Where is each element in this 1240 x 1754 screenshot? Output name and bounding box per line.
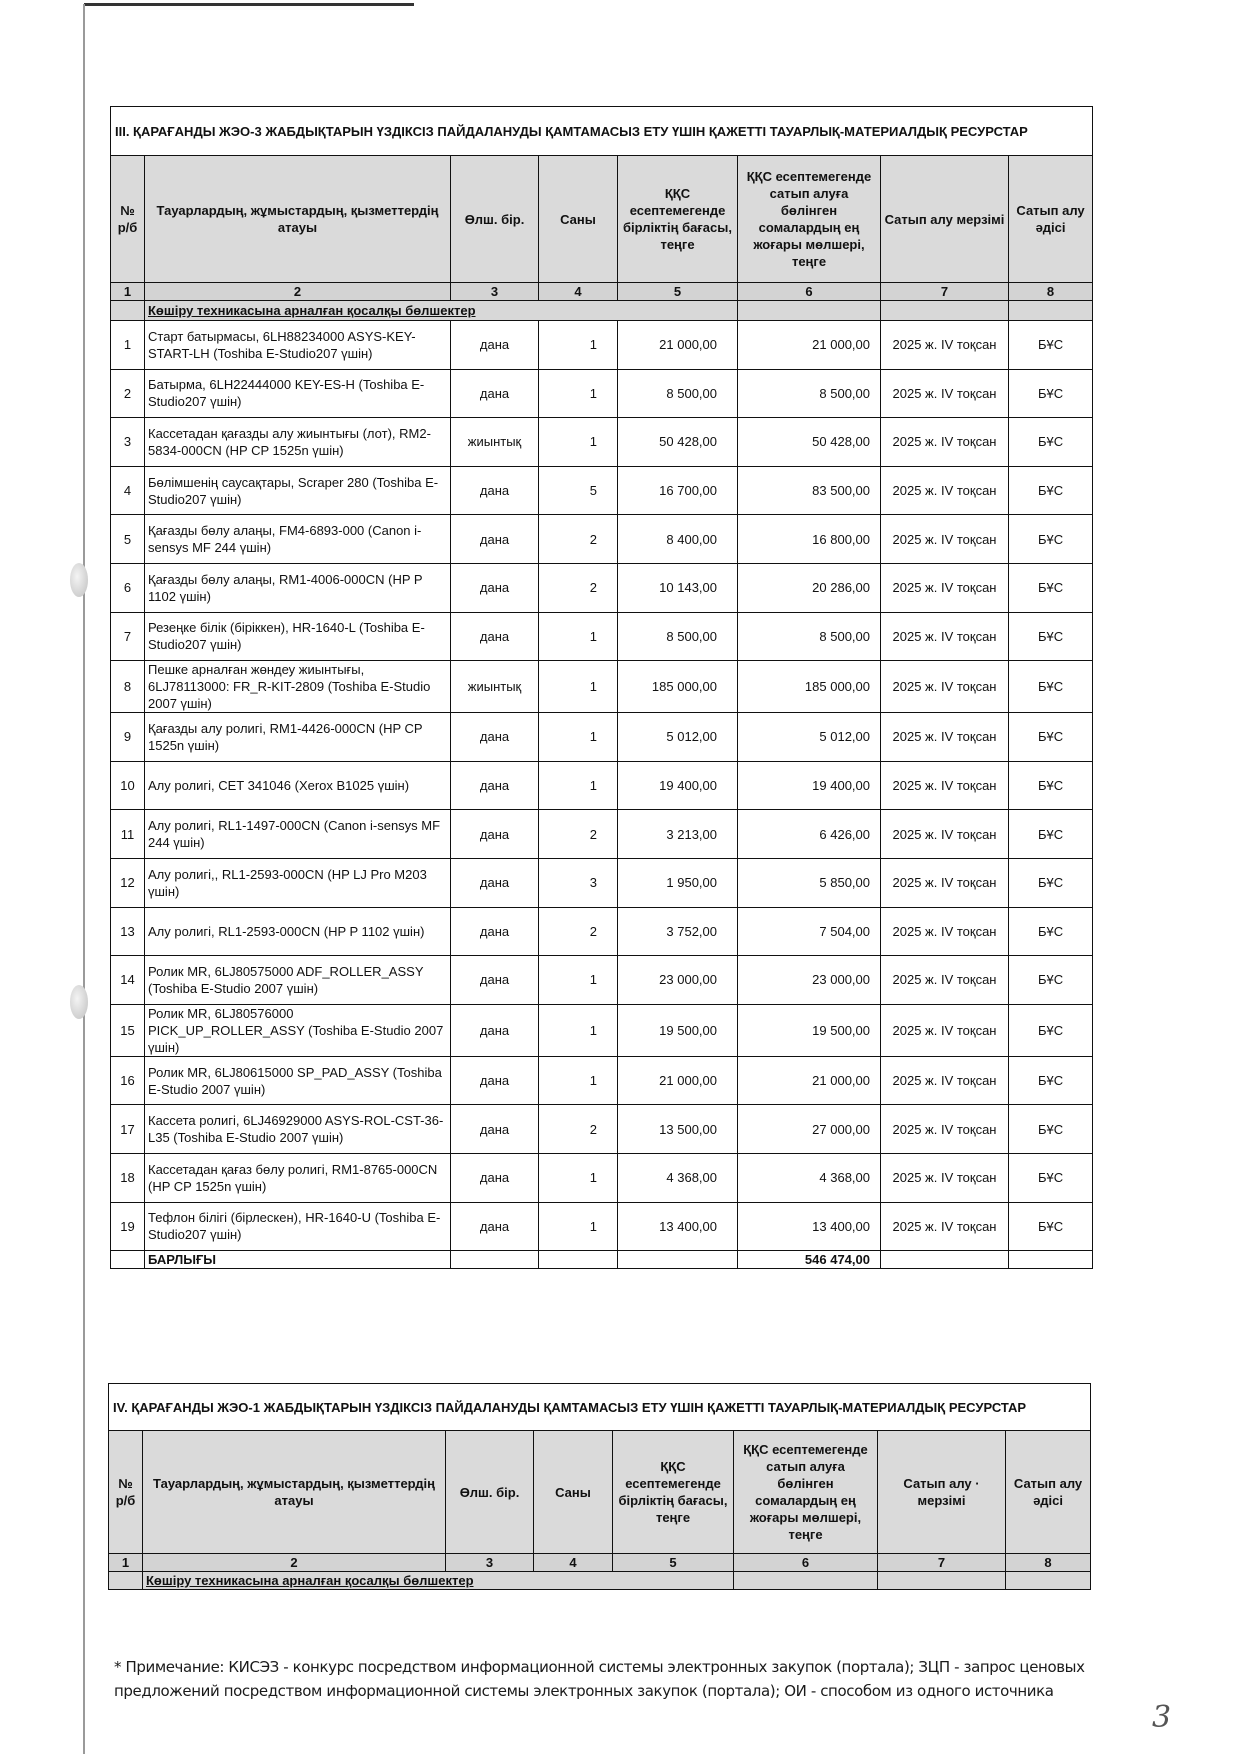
category-empty-cell [734,1572,878,1590]
unit: дана [451,907,539,956]
purchase-period: 2025 ж. IV тоқсан [881,858,1009,907]
unit-price: 8 400,00 [618,515,738,564]
header-period: Сатып алу мерзімі [881,156,1009,283]
max-amount: 185 000,00 [738,661,881,713]
row-number: 10 [111,761,145,810]
purchase-method: БҰС [1009,1202,1093,1251]
total-empty-cell [1009,1251,1093,1269]
table-row [111,713,1093,762]
punch-hole-icon [70,563,88,597]
scan-edge-left [83,4,85,1754]
purchase-method: БҰС [1009,858,1093,907]
max-amount: 5 012,00 [738,713,881,762]
purchase-method: БҰС [1009,761,1093,810]
quantity: 2 [539,810,618,859]
item-name: Алу ролигі, CET 341046 (Xerox B1025 үшін) [145,761,451,810]
purchase-period: 2025 ж. IV тоқсан [881,612,1009,661]
row-number: 15 [111,1004,145,1056]
purchase-method: БҰС [1009,1004,1093,1056]
quantity: 5 [539,466,618,515]
table-row [111,956,1093,1005]
purchase-period: 2025 ж. IV тоқсан [881,661,1009,713]
column-number: 1 [111,283,145,301]
quantity: 1 [539,1153,618,1202]
unit: дана [451,563,539,612]
quantity: 2 [539,563,618,612]
header-unit: Өлш. бір. [446,1431,534,1554]
column-number: 6 [738,283,881,301]
quantity: 3 [539,858,618,907]
unit-price: 21 000,00 [618,1056,738,1105]
row-number: 9 [111,713,145,762]
unit: дана [451,1004,539,1056]
unit-price: 4 368,00 [618,1153,738,1202]
purchase-period: 2025 ж. IV тоқсан [881,907,1009,956]
table-row [111,563,1093,612]
category-label: Көшіру техникасына арналған қосалқы бөлшектер [143,1572,734,1590]
column-number: 3 [446,1554,534,1572]
unit-price: 16 700,00 [618,466,738,515]
column-number: 2 [145,283,451,301]
purchase-method: БҰС [1009,1153,1093,1202]
unit-price: 185 000,00 [618,661,738,713]
quantity: 1 [539,761,618,810]
max-amount: 83 500,00 [738,466,881,515]
purchase-period: 2025 ж. IV тоқсан [881,321,1009,370]
table-row [111,761,1093,810]
unit-price: 13 400,00 [618,1202,738,1251]
purchase-period: 2025 ж. IV тоқсан [881,1202,1009,1251]
category-empty-cell [878,1572,1006,1590]
item-name: Кассетадан қағазды алу жиынтығы (лот), RM2-5834-000CN (HP CP 1525n үшін) [145,418,451,467]
max-amount: 6 426,00 [738,810,881,859]
column-number: 7 [881,283,1009,301]
max-amount: 21 000,00 [738,1056,881,1105]
purchase-period: 2025 ж. IV тоқсан [881,1105,1009,1154]
unit-price: 13 500,00 [618,1105,738,1154]
quantity: 2 [539,515,618,564]
purchase-period: 2025 ж. IV тоқсан [881,810,1009,859]
table-row [111,661,1093,713]
total-empty-cell [881,1251,1009,1269]
item-name: Қағазды бөлу алаңы, RM1-4006-000CN (HP P 1102 үшін) [145,563,451,612]
header-name: Тауарлардың, жұмыстардың, қызметтердің атауы [143,1431,446,1554]
category-empty-cell [738,301,881,321]
quantity: 1 [539,661,618,713]
row-number: 14 [111,956,145,1005]
table-row [111,1105,1093,1154]
category-empty-cell [1009,301,1093,321]
purchase-period: 2025 ж. IV тоқсан [881,713,1009,762]
row-number: 11 [111,810,145,859]
column-number: 1 [109,1554,143,1572]
item-name: Алу ролигі,, RL1-2593-000CN (HP LJ Pro M203 үшін) [145,858,451,907]
table-row [111,1056,1093,1105]
column-number: 8 [1006,1554,1091,1572]
unit-price: 21 000,00 [618,321,738,370]
purchase-period: 2025 ж. IV тоқсан [881,466,1009,515]
header-period: Сатып алу · мерзімі [878,1431,1006,1554]
row-number: 5 [111,515,145,564]
item-name: Ролик MR, 6LJ80615000 SP_PAD_ASSY (Toshiba E-Studio 2007 үшін) [145,1056,451,1105]
header-qty: Саны [534,1431,613,1554]
table-row [111,466,1093,515]
header-max-amount: ҚҚС есептемегенде сатып алуға бөлінген сомалардың ең жоғары мөлшері, теңге [734,1431,878,1554]
header-no: № р/б [109,1431,143,1554]
row-number: 17 [111,1105,145,1154]
column-number: 4 [539,283,618,301]
row-number: 16 [111,1056,145,1105]
unit-price: 10 143,00 [618,563,738,612]
row-number: 6 [111,563,145,612]
footnote: * Примечание: КИСЭЗ - конкурс посредством информационной системы электронных закупок (портала); ЗЦП - запрос ценовых предложений посредством информационной системы электронных закупок (портала); ОИ - способом из одного источника [114,1658,1085,1700]
quantity: 1 [539,1202,618,1251]
max-amount: 7 504,00 [738,907,881,956]
purchase-method: БҰС [1009,369,1093,418]
max-amount: 4 368,00 [738,1153,881,1202]
quantity: 1 [539,369,618,418]
unit-price: 23 000,00 [618,956,738,1005]
item-name: Кассетадан қағаз бөлу ролигі, RM1-8765-000CN (HP CP 1525n үшін) [145,1153,451,1202]
purchase-method: БҰС [1009,1056,1093,1105]
max-amount: 5 850,00 [738,858,881,907]
column-number: 3 [451,283,539,301]
table-row [111,858,1093,907]
total-value: 546 474,00 [738,1251,881,1269]
header-no: № р/б [111,156,145,283]
header-method: Сатып алу әдісі [1006,1431,1091,1554]
purchase-method: БҰС [1009,515,1093,564]
unit-price: 19 500,00 [618,1004,738,1056]
unit: дана [451,321,539,370]
category-empty-cell [111,301,145,321]
item-name: Тефлон білігі (бірлескен), HR-1640-U (Toshiba E-Studio207 үшін) [145,1202,451,1251]
quantity: 1 [539,612,618,661]
max-amount: 16 800,00 [738,515,881,564]
quantity: 1 [539,1004,618,1056]
quantity: 1 [539,418,618,467]
item-name: Ролик MR, 6LJ80576000 PICK_UP_ROLLER_ASSY (Toshiba E-Studio 2007 үшін) [145,1004,451,1056]
section-4-title: IV. ҚАРАҒАНДЫ ЖЭО-1 ЖАБДЫҚТАРЫН ҮЗДІКСІЗ ПАЙДАЛАНУДЫ ҚАМТАМАСЫЗ ЕТУ ҮШІН ҚАЖЕТТІ ТАУАРЛЫҚ-МАТЕРИАЛДЫҚ РЕСУРСТАР [109,1384,1091,1431]
table-row [111,1202,1093,1251]
table-row [111,369,1093,418]
purchase-method: БҰС [1009,661,1093,713]
item-name: Алу ролигі, RL1-1497-000CN (Canon i-sensys MF 244 үшін) [145,810,451,859]
quantity: 2 [539,907,618,956]
unit: дана [451,1202,539,1251]
purchase-period: 2025 ж. IV тоқсан [881,563,1009,612]
purchase-method: БҰС [1009,1105,1093,1154]
category-empty-cell [881,301,1009,321]
max-amount: 21 000,00 [738,321,881,370]
unit: дана [451,713,539,762]
row-number: 8 [111,661,145,713]
row-number: 7 [111,612,145,661]
table-row [111,1153,1093,1202]
table-row [111,1004,1093,1056]
scan-edge-top [84,3,414,6]
column-number: 4 [534,1554,613,1572]
purchase-method: БҰС [1009,907,1093,956]
category-empty-cell [1006,1572,1091,1590]
item-name: Бөлімшенің саусақтары, Scraper 280 (Toshiba E-Studio207 үшін) [145,466,451,515]
purchase-period: 2025 ж. IV тоқсан [881,956,1009,1005]
row-number: 3 [111,418,145,467]
purchase-method: БҰС [1009,563,1093,612]
row-number: 2 [111,369,145,418]
unit: дана [451,466,539,515]
quantity: 1 [539,713,618,762]
max-amount: 19 500,00 [738,1004,881,1056]
quantity: 2 [539,1105,618,1154]
max-amount: 20 286,00 [738,563,881,612]
purchase-method: БҰС [1009,713,1093,762]
purchase-period: 2025 ж. IV тоқсан [881,761,1009,810]
unit-price: 1 950,00 [618,858,738,907]
unit: дана [451,369,539,418]
header-unit-price: ҚҚС есептемегенде бірліктің бағасы, теңге [613,1431,734,1554]
row-number: 13 [111,907,145,956]
item-name: Ролик MR, 6LJ80575000 ADF_ROLLER_ASSY (Toshiba E-Studio 2007 үшін) [145,956,451,1005]
row-number: 19 [111,1202,145,1251]
item-name: Кассета ролигі, 6LJ46929000 ASYS-ROL-CST-36-L35 (Toshiba E-Studio 2007 үшін) [145,1105,451,1154]
purchase-method: БҰС [1009,321,1093,370]
punch-hole-icon [70,985,88,1019]
unit: дана [451,1105,539,1154]
item-name: Қағазды алу ролигі, RM1-4426-000CN (HP CP 1525n үшін) [145,713,451,762]
purchase-period: 2025 ж. IV тоқсан [881,1004,1009,1056]
section-3-table [110,106,1093,1269]
column-number: 5 [613,1554,734,1572]
purchase-period: 2025 ж. IV тоқсан [881,1153,1009,1202]
row-number: 4 [111,466,145,515]
row-number: 18 [111,1153,145,1202]
unit: дана [451,612,539,661]
max-amount: 8 500,00 [738,612,881,661]
unit: жиынтық [451,418,539,467]
column-number: 6 [734,1554,878,1572]
quantity: 1 [539,1056,618,1105]
column-number: 8 [1009,283,1093,301]
header-method: Сатып алу әдісі [1009,156,1093,283]
purchase-period: 2025 ж. IV тоқсан [881,369,1009,418]
column-number: 7 [878,1554,1006,1572]
item-name: Қағазды бөлу алаңы, FM4-6893-000 (Canon i-sensys MF 244 үшін) [145,515,451,564]
item-name: Пешке арналған жөндеу жиынтығы, 6LJ78113000: FR_R-KIT-2809 (Toshiba E-Studio 2007 үшін) [145,661,451,713]
total-label: БАРЛЫҒЫ [145,1251,451,1269]
section-4-table [108,1383,1091,1590]
total-empty-cell [539,1251,618,1269]
unit-price: 3 213,00 [618,810,738,859]
unit: жиынтық [451,661,539,713]
header-unit: Өлш. бір. [451,156,539,283]
header-max-amount: ҚҚС есептемегенде сатып алуға бөлінген сомалардың ең жоғары мөлшері, теңге [738,156,881,283]
purchase-method: БҰС [1009,612,1093,661]
page-number: 3 [1152,1700,1172,1735]
column-number: 2 [143,1554,446,1572]
quantity: 1 [539,321,618,370]
total-empty-cell [111,1251,145,1269]
section-3-title: III. ҚАРАҒАНДЫ ЖЭО-3 ЖАБДЫҚТАРЫН ҮЗДІКСІЗ ПАЙДАЛАНУДЫ ҚАМТАМАСЫЗ ЕТУ ҮШІН ҚАЖЕТТІ ТАУАРЛЫҚ-МАТЕРИАЛДЫҚ РЕСУРСТАР [111,107,1093,156]
purchase-method: БҰС [1009,466,1093,515]
header-unit-price: ҚҚС есептемегенде бірліктің бағасы, теңге [618,156,738,283]
unit: дана [451,858,539,907]
max-amount: 50 428,00 [738,418,881,467]
unit: дана [451,515,539,564]
unit-price: 3 752,00 [618,907,738,956]
unit-price: 50 428,00 [618,418,738,467]
unit: дана [451,810,539,859]
unit: дана [451,1056,539,1105]
row-number: 1 [111,321,145,370]
item-name: Алу ролигі, RL1-2593-000CN (HP P 1102 үшін) [145,907,451,956]
unit-price: 5 012,00 [618,713,738,762]
max-amount: 27 000,00 [738,1105,881,1154]
unit-price: 8 500,00 [618,369,738,418]
table-row [111,515,1093,564]
table-row [111,810,1093,859]
unit: дана [451,956,539,1005]
table-row [111,418,1093,467]
max-amount: 8 500,00 [738,369,881,418]
purchase-method: БҰС [1009,956,1093,1005]
category-empty-cell [109,1572,143,1590]
item-name: Батырма, 6LH22444000 KEY-ES-H (Toshiba E-Studio207 үшін) [145,369,451,418]
total-empty-cell [451,1251,539,1269]
item-name: Резеңке білік (біріккен), HR-1640-L (Toshiba E-Studio207 үшін) [145,612,451,661]
max-amount: 23 000,00 [738,956,881,1005]
header-qty: Саны [539,156,618,283]
purchase-period: 2025 ж. IV тоқсан [881,1056,1009,1105]
header-name: Тауарлардың, жұмыстардың, қызметтердің атауы [145,156,451,283]
table-row [111,907,1093,956]
total-empty-cell [618,1251,738,1269]
category-label: Көшіру техникасына арналған қосалқы бөлшектер [145,301,738,321]
purchase-method: БҰС [1009,418,1093,467]
table-row [111,321,1093,370]
purchase-period: 2025 ж. IV тоқсан [881,515,1009,564]
unit-price: 19 400,00 [618,761,738,810]
max-amount: 13 400,00 [738,1202,881,1251]
purchase-method: БҰС [1009,810,1093,859]
purchase-period: 2025 ж. IV тоқсан [881,418,1009,467]
unit: дана [451,1153,539,1202]
column-number: 5 [618,283,738,301]
row-number: 12 [111,858,145,907]
table-row [111,612,1093,661]
max-amount: 19 400,00 [738,761,881,810]
unit-price: 8 500,00 [618,612,738,661]
item-name: Старт батырмасы, 6LH88234000 ASYS-KEY-START-LH (Toshiba E-Studio207 үшін) [145,321,451,370]
unit: дана [451,761,539,810]
quantity: 1 [539,956,618,1005]
